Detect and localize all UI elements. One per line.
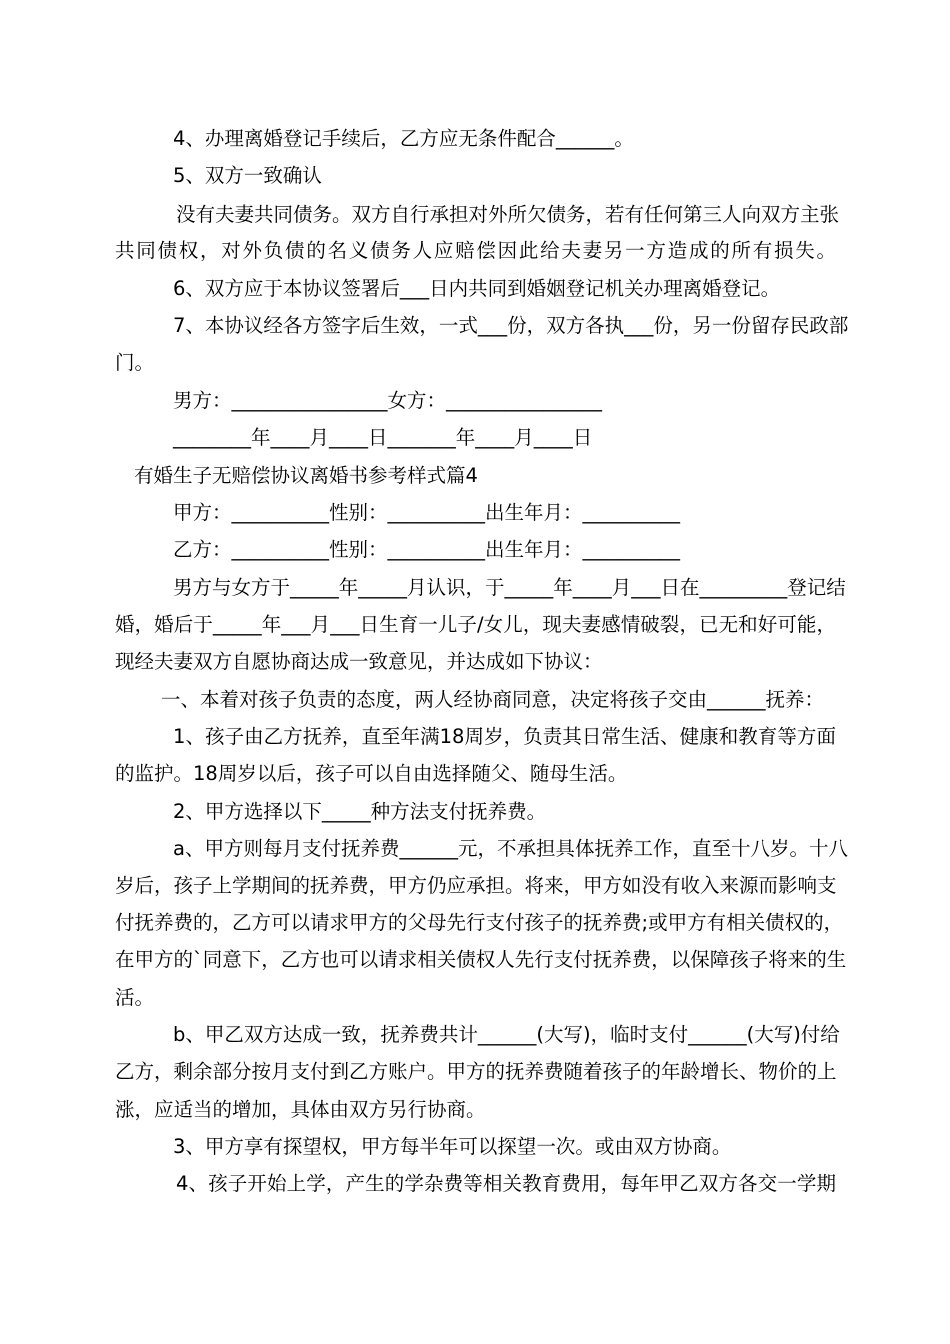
option-a-line-2: 岁后，孩子上学期间的抚养费，甲方仍应承担。将来，甲方如没有收入来源而影响支 [115, 874, 837, 897]
clause-4-registration: 4、办理离婚登记手续后，乙方应无条件配合______。 [173, 127, 634, 150]
clause-7-effective-line-2: 门。 [115, 351, 155, 374]
marriage-paragraph-line-1: 男方与女方于_____年_____月认识，于_____年____月___日在_________登记结 [173, 576, 846, 599]
clause-7-effective-line-1: 7、本协议经各方签字后生效，一式___份，双方各执___份，另一份留存民政部 [173, 314, 849, 337]
debt-paragraph-line-1: 没有夫妻共同债务。双方自行承担对外所欠债务，若有任何第三人向双方主张 [176, 203, 840, 226]
option-a-line-3: 付抚养费的，乙方可以请求甲方的父母先行支付孩子的抚养费;或甲方有相关债权的， [115, 911, 844, 934]
party-a-info: 甲方：__________性别：__________出生年月：__________ [173, 501, 681, 524]
section-title: 有婚生子无赔偿协议离婚书参考样式篇4 [134, 464, 478, 487]
option-a-line-1: a、甲方则每月支付抚养费______元，不承担具体抚养工作，直至十八岁。十八 [173, 837, 848, 860]
option-b-line-2: 乙方，剩余部分按月支付到乙方账户。甲方的抚养费随着孩子的年龄增长、物价的上 [115, 1060, 837, 1083]
clause-1-line-2: 的监护。18周岁以后，孩子可以自由选择随父、随母生活。 [115, 762, 628, 785]
marriage-paragraph-line-3: 现经夫妻双方自愿协商达成一致意见，并达成如下协议： [115, 650, 603, 673]
clause-3-visitation: 3、甲方享有探望权，甲方每半年可以探望一次。或由双方协商。 [173, 1135, 732, 1158]
custody-clause: 一、本着对孩子负责的态度，两人经协商同意，决定将孩子交由______抚养： [161, 688, 825, 711]
clause-4-education-fees: 4、孩子开始上学，产生的学杂费等相关教育费用，每年甲乙双方各交一学期 [176, 1172, 836, 1195]
clause-2-payment-method: 2、甲方选择以下_____种方法支付抚养费。 [173, 800, 547, 823]
clause-1-line-1: 1、孩子由乙方抚养，直至年满18周岁，负责其日常生活、健康和教育等方面 [173, 725, 836, 748]
option-a-line-4: 在甲方的`同意下，乙方也可以请求相关债权人先行支付抚养费，以保障孩子将来的生 [115, 948, 847, 971]
option-b-line-1: b、甲乙双方达成一致，抚养费共计______(大写)，临时支付______(大写)付给 [173, 1023, 840, 1046]
clause-5-confirm: 5、双方一致确认 [173, 164, 322, 187]
clause-6-registration-deadline: 6、双方应于本协议签署后___日内共同到婚姻登记机关办理离婚登记。 [173, 277, 781, 300]
option-b-line-3: 涨，应适当的增加，具体由双方另行协商。 [115, 1098, 486, 1121]
option-a-line-5: 活。 [115, 986, 155, 1009]
debt-paragraph-line-2: 共同债权，对外负债的名义债务人应赔偿因此给夫妻另一方造成的所有损失。 [115, 239, 836, 262]
marriage-paragraph-line-2: 婚，婚后于_____年___月___日生育一儿子/女儿，现夫妻感情破裂，已无和好可能， [115, 613, 836, 636]
signature-line: 男方：________________女方：________________ [173, 389, 603, 412]
date-line: ________年____月____日_______年____月____日 [173, 426, 593, 449]
party-b-info: 乙方：__________性别：__________出生年月：__________ [173, 538, 681, 561]
